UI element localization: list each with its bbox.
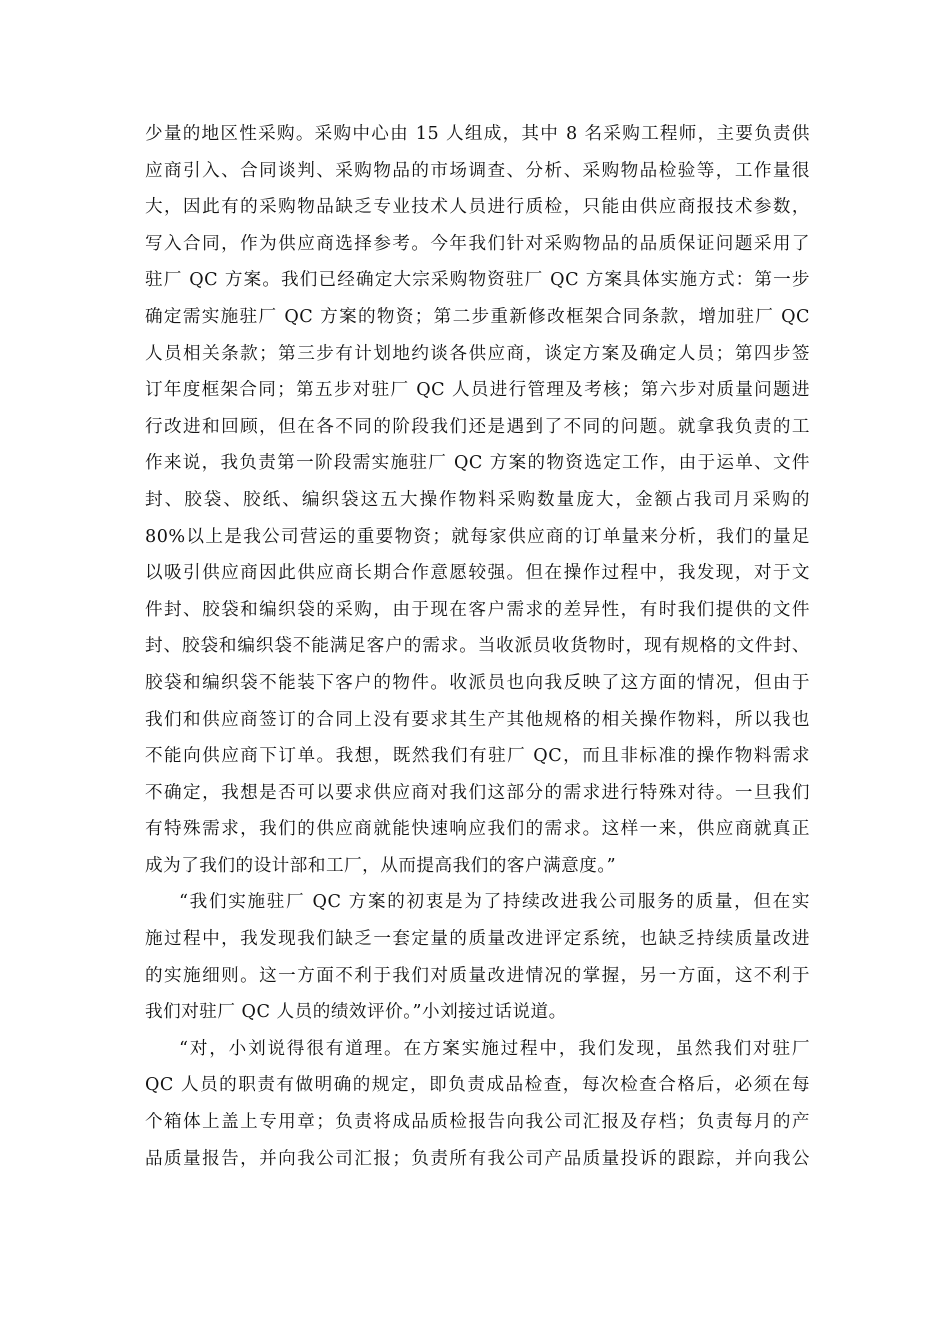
text-line: 胶袋和编织袋不能装下客户的物件。收派员也向我反映了这方面的情况，但由于 — [145, 672, 810, 693]
text-line: 订年度框架合同；第五步对驻厂 QC 人员进行管理及考核；第六步对质量问题进 — [145, 380, 810, 401]
text-line: QC 人员的职责有做明确的规定，即负责成品检查，每次检查合格后，必须在每 — [145, 1075, 810, 1096]
text-line: 成为了我们的设计部和工厂，从而提高我们的客户满意度。” — [145, 855, 617, 876]
text-line: 少量的地区性采购。采购中心由 15 人组成，其中 8 名采购工程师，主要负责供 — [145, 124, 810, 144]
text-line: 应商引入、合同谈判、采购物品的市场调查、分析、采购物品检验等，工作量很 — [145, 160, 810, 181]
text-line: 80%以上是我公司营运的重要物资；就每家供应商的订单量来分析，我们的量足 — [145, 526, 810, 547]
text-line: 品质量报告，并向我公司汇报；负责所有我公司产品质量投诉的跟踪，并向我公 — [145, 1148, 810, 1169]
text-line: 的实施细则。这一方面不利于我们对质量改进情况的掌握，另一方面，这不利于 — [145, 965, 810, 986]
text-line: 写入合同，作为供应商选择参考。今年我们针对采购物品的品质保证问题采用了 — [145, 233, 810, 254]
text-line: 不确定，我想是否可以要求供应商对我们这部分的需求进行特殊对待。一旦我们 — [145, 782, 810, 803]
text-line: “我们实施驻厂 QC 方案的初衷是为了持续改进我公司服务的质量，但在实 — [179, 892, 810, 913]
text-line: “对，小刘说得很有道理。在方案实施过程中，我们发现，虽然我们对驻厂 — [179, 1038, 810, 1059]
text-line: 大，因此有的采购物品缺乏专业技术人员进行质检，只能由供应商报技术参数， — [145, 197, 810, 218]
text-line: 作来说，我负责第一阶段需实施驻厂 QC 方案的物资选定工作，由于运单、文件 — [145, 453, 810, 474]
text-line: 我们和供应商签订的合同上没有要求其生产其他规格的相关操作物料，所以我也 — [145, 709, 810, 730]
text-line: 我们对驻厂 QC 人员的绩效评价。”小刘接过话说道。 — [145, 1002, 567, 1023]
body-text — [145, 116, 810, 1177]
text-line: 件封、胶袋和编织袋的采购，由于现在客户需求的差异性，有时我们提供的文件 — [145, 599, 810, 620]
text-line: 驻厂 QC 方案。我们已经确定大宗采购物资驻厂 QC 方案具体实施方式：第一步 — [145, 270, 810, 291]
text-line: 封、胶袋、胶纸、编织袋这五大操作物料采购数量庞大，金额占我司月采购的 — [145, 489, 810, 510]
text-line: 封、胶袋和编织袋不能满足客户的需求。当收派员收货物时，现有规格的文件封、 — [145, 636, 810, 657]
text-line: 以吸引供应商因此供应商长期合作意愿较强。但在操作过程中，我发现，对于文 — [145, 563, 810, 584]
text-line: 人员相关条款；第三步有计划地约谈各供应商，谈定方案及确定人员；第四步签 — [145, 343, 810, 364]
text-line: 行改进和回顾，但在各不同的阶段我们还是遇到了不同的问题。就拿我负责的工 — [145, 416, 810, 437]
text-line: 确定需实施驻厂 QC 方案的物资；第二步重新修改框架合同条款，增加驻厂 QC — [145, 306, 810, 327]
text-line: 有特殊需求，我们的供应商就能快速响应我们的需求。这样一来，供应商就真正 — [145, 819, 810, 840]
text-line: 施过程中，我发现我们缺乏一套定量的质量改进评定系统，也缺乏持续质量改进 — [145, 929, 810, 950]
text-line: 不能向供应商下订单。我想，既然我们有驻厂 QC，而且非标准的操作物料需求 — [145, 746, 810, 767]
text-line: 个箱体上盖上专用章；负责将成品质检报告向我公司汇报及存档；负责每月的产 — [145, 1112, 810, 1133]
